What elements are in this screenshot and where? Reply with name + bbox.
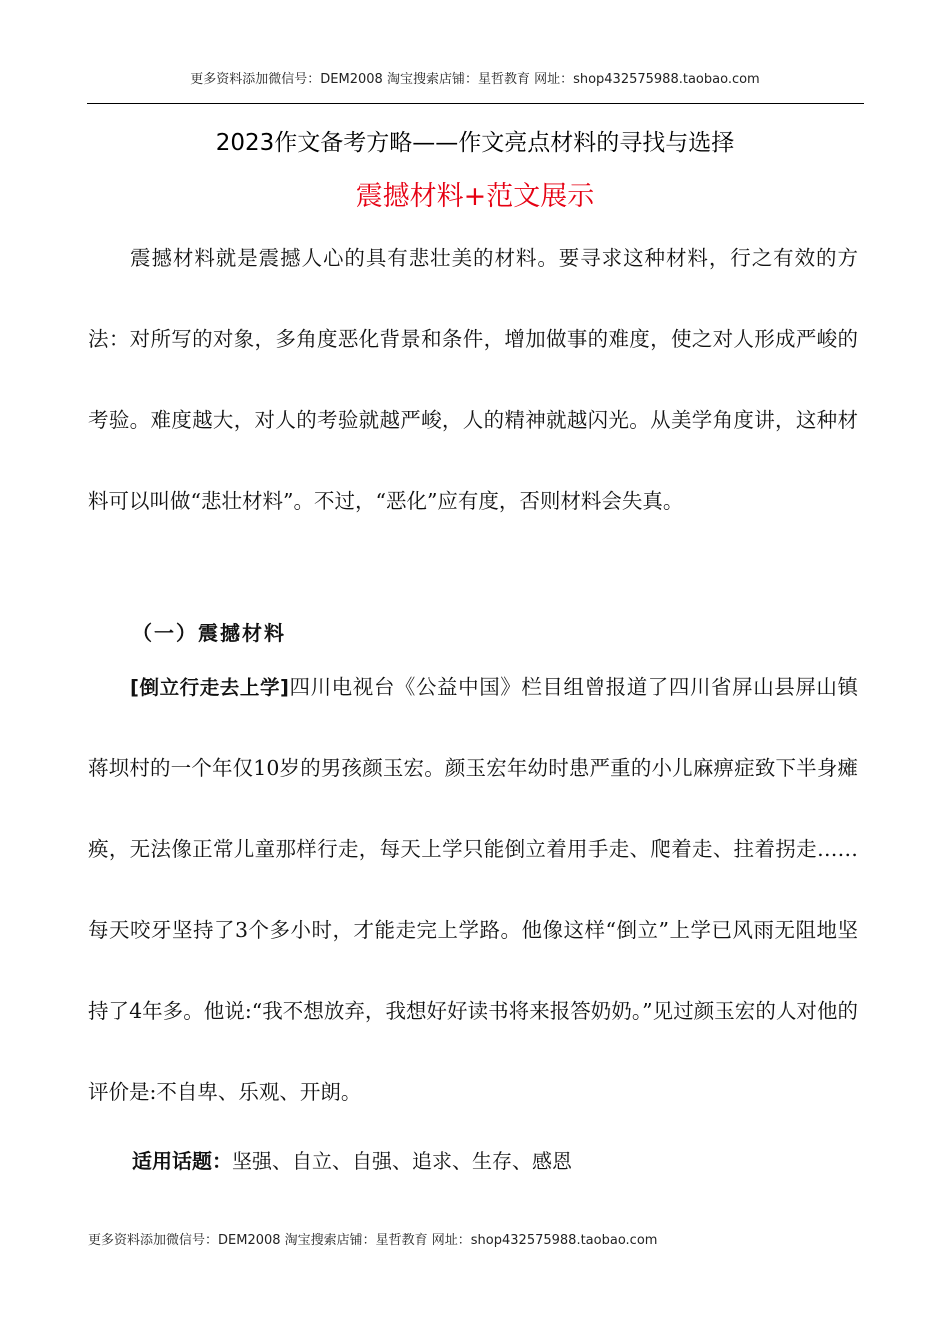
page-header: 更多资料添加微信号：DEM2008 淘宝搜索店铺：星哲教育 网址：shop432575988.taobao.com xyxy=(190,72,760,87)
header-divider xyxy=(87,103,864,104)
intro-paragraph: 震撼材料就是震撼人心的具有悲壮美的材料。要寻求这种材料，行之有效的方法：对所写的对象，多角度恶化背景和条件，增加做事的难度，使之对人形成严峻的考验。难度越大，对人的考验就越严峻，人的精神就越闪光。从美学角度讲，这种材料可以叫做“悲壮材料”。不过，“恶化”应有度，否则材料会失真。 xyxy=(88,246,858,513)
document-subtitle: 震撼材料+范文展示 xyxy=(355,181,595,212)
document-title: 2023作文备考方略——作文亮点材料的寻找与选择 xyxy=(215,130,735,156)
material-title: [倒立行走去上学] xyxy=(130,676,289,699)
topics-label: 适用话题： xyxy=(132,1149,232,1173)
material-text: 四川电视台《公益中国》栏目组曾报道了四川省屏山县屏山镇蒋坝村的一个年仅10岁的男孩颜玉宏。颜玉宏年幼时患严重的小儿麻痹症致下半身瘫痪，无法像正常儿童那样行走，每天上学只能倒立着用手走、爬着走、拄着拐走……每天咬牙坚持了3个多小时，才能走完上学路。他像这样“倒立”上学已风雨无阻地坚持了4年多。他说:“我不想放弃，我想好好读书将来报答奶奶。”见过颜玉宏的人对他的评价是:不自卑、乐观、开朗。 xyxy=(88,675,858,1104)
applicable-topics xyxy=(132,1145,572,1174)
section-heading: （一）震撼材料 xyxy=(132,621,286,645)
page-footer: 更多资料添加微信号：DEM2008 淘宝搜索店铺：星哲教育 网址：shop432575988.taobao.com xyxy=(88,1233,658,1248)
topics-text: 坚强、自立、自强、追求、生存、感恩 xyxy=(232,1149,572,1173)
material-paragraph xyxy=(88,647,858,1133)
